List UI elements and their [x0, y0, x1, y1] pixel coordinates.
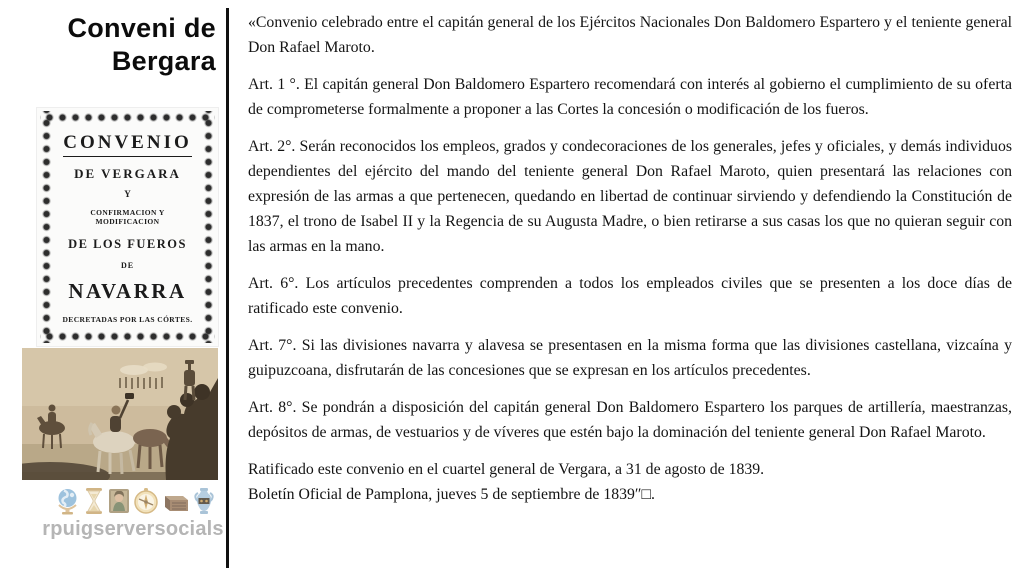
cover-text: [58, 126, 197, 328]
cover-line-de: DE: [120, 261, 135, 270]
compass-icon: [133, 487, 159, 515]
paragraph-intro: «Convenio celebrado entre el capitán general de los Ejércitos Nacionales Don Baldomero Espartero y el teniente general Don Rafael Maroto.: [248, 14, 1012, 56]
hourglass-icon: [83, 487, 105, 515]
brand-text: rpuigserversocials: [42, 518, 224, 540]
convenio-cover-image: [37, 108, 218, 346]
globe-icon: [55, 487, 80, 515]
cover-conjunction: Y: [124, 189, 131, 199]
paragraph-art-8: Art. 8°. Se pondrán a disposición del capitán general Don Baldomero Espartero los parques de artillería, maestranzas, depósitos de armas, de vestuarios y de víveres que estén bajo la dominación del teniente general Don Rafael Maroto.: [248, 399, 1012, 441]
cover-subtitle: DE VERGARA: [74, 166, 181, 181]
ornamental-border-bottom: [40, 330, 215, 343]
vertical-divider: [226, 8, 229, 568]
brand-icons: [55, 486, 215, 516]
paragraph-art-7: Art. 7°. Si las divisiones navarra y alavesa se presentasen en la misma forma que las divisiones castellana, vizcaína y guipuzcoana, disfrutarán de las concesiones que se expresan en los artículos precedentes.: [248, 337, 1012, 379]
engraving-image: [22, 348, 218, 480]
cover-line-fueros: DE LOS FUEROS: [68, 237, 187, 251]
book-icon: [162, 487, 190, 515]
closing-line-boletin: Boletín Oficial de Pamplona, jueves 5 de septiembre de 1839″□.: [248, 486, 655, 503]
painting-icon: [108, 487, 130, 515]
page-title: Conveni de Bergara: [67, 13, 216, 76]
paragraph-art-2: Art. 2°. Serán reconocidos los empleos, grados y condecoraciones de los generales, jefes y oficiales, y demás individuos dependientes del ejército del mando del teniente general Don Rafael Maroto, quien presentará las relaciones con expresión de las armas a que pertenecen, quedando en libertad de continuar sirviendo y defendiendo la Constitución de 1837, el trono de Isabel II y la Regencia de su Augusta Madre, o bien retirarse a sus casas los que no quieran seguir con las armas en la mano.: [248, 138, 1012, 255]
amphora-icon: [193, 487, 215, 515]
ornamental-border-left: [40, 111, 53, 343]
ornamental-border-right: [202, 111, 215, 343]
cover-line-decretadas: DECRETADAS POR LAS CÓRTES.: [62, 315, 193, 324]
closing-line-ratificado: Ratificado este convenio en el cuartel general de Vergara, a 31 de agosto de 1839.: [248, 461, 765, 478]
cover-title-text: CONVENIO: [63, 132, 192, 157]
ornamental-border-top: [40, 111, 215, 124]
cover-line-navarra: NAVARRA: [68, 279, 187, 303]
sidebar: [0, 0, 226, 576]
cover-line-confirmacion: CONFIRMACION Y MODIFICACION: [90, 208, 165, 226]
paragraph-art-1: Art. 1 °. El capitán general Don Baldomero Espartero recomendará con interés al gobierno el cumplimiento de su oferta de comprometerse formalmente a proponer a las Cortes la concesión o modificación de los fueros.: [248, 76, 1012, 118]
article-text: [248, 10, 1012, 519]
cover-title: [58, 132, 197, 157]
paragraph-art-6: Art. 6°. Los artículos precedentes comprenden a todos los empleados civiles que se presenten a los doce días de ratificado este convenio.: [248, 275, 1012, 317]
